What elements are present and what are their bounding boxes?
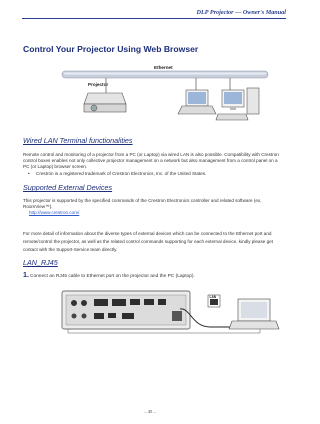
bullet-icon: • [28,171,30,176]
network-diagram [60,60,280,130]
rj45-connection-diagram [60,287,280,337]
lan-port-callout [208,295,220,307]
step-text: Connect an RJ45 cable to Ethernet port on the projector and the PC (Laptop). [30,274,195,279]
page-number: – 45 – [144,409,156,414]
projector-label: Projector [88,82,109,87]
step-number: 1. [23,270,29,279]
lan-label: LAN [209,295,217,299]
step-1 [23,270,195,279]
heading-wired-lan: Wired LAN Terminal functionalities [23,136,133,145]
heading-lan-rj45: LAN_RJ45 [23,258,58,267]
laptop-icon [229,299,279,329]
header-rule [22,18,286,19]
running-header: DLP Projector — Owner's Manual [196,9,286,16]
heading-external-devices: Supported External Devices [23,183,113,192]
crestron-bullet [28,171,278,177]
bullet-text: Crestron is a registered trademark of Crestron Electronics, Inc. of the United States. [36,171,207,176]
crestron-link[interactable]: http://www.crestron.com/ [29,210,80,215]
ethernet-label: Ethernet [154,65,173,70]
laptop-icon [178,90,216,114]
support-paragraph: For more detail of information about the diverse types of external devices which can be connected to the Ethernet port and remote/control the projector, as well as the related control commands supporting for each external device, kindly please get contact with the Support-Service team directly. [23,231,273,253]
projector-rear-panel [62,291,190,329]
section-title: Control Your Projector Using Web Browser [23,44,199,54]
wired-lan-paragraph: Remote control and monitoring of a projector from a PC (or Laptop) via wired LAN is also possible. Compatibility with Crestron control boxes enables not only collective projector management on a network but also management from a control panel on a PC (or Laptop) browser screen. [23,152,279,170]
desktop-pc-icon [216,88,259,120]
external-devices-paragraph: This projector is supported by the specified commands of the Crestron Electronics controller and related software (ex, RoomView™). [23,198,262,210]
